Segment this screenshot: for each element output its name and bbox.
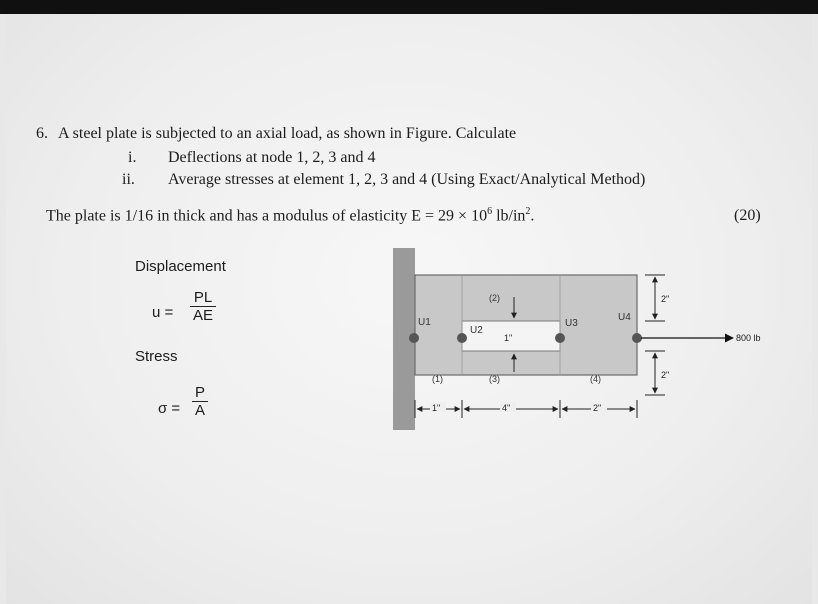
stress-lhs: σ = [158,400,181,417]
bottom-dim-label: 2" [661,370,670,380]
node-label-3: U3 [565,318,578,329]
element-label-3: (3) [489,374,500,384]
given-exp: 6 [487,206,493,217]
length-label-1: 1" [432,403,441,413]
node-label-4: U4 [618,312,631,323]
question-item-2-text: Average stresses at element 1, 2, 3 and 4 (Using Exact/Analytical Method) [168,171,646,188]
node-label-2: U2 [470,325,483,336]
length-label-2: 4" [502,403,511,413]
length-label-3: 2" [593,403,602,413]
node-1 [409,333,419,343]
given-unit: lb/in [492,207,526,225]
displacement-numerator: PL [190,289,216,307]
load-label: 800 lb [736,333,761,343]
element-label-1: (1) [432,374,443,384]
stress-title: Stress [135,348,178,365]
question-intro: A steel plate is subjected to an axial load, as shown in Figure. Calculate [58,125,517,142]
question-item-2-marker: ii. [122,171,135,188]
displacement-lhs: u = [152,304,174,321]
marks: (20) [734,207,761,224]
question-number: 6. [36,125,48,142]
question-item-1-marker: i. [128,149,137,166]
given-end: . [530,207,535,225]
node-label-1: U1 [418,317,431,328]
stress-denominator: A [195,402,206,419]
node-4 [632,333,642,343]
node-3 [555,333,565,343]
given-unit-exp: 2 [525,206,531,217]
top-dim-label: 2" [661,294,670,304]
given-prefix: The plate is 1/16 in thick and has a modulus of elasticity E = 29 × 10 [46,207,488,225]
hole-height-label: 1" [504,333,513,343]
node-2 [457,333,467,343]
displacement-title: Displacement [135,258,226,275]
question-item-1-text: Deflections at node 1, 2, 3 and 4 [168,149,376,166]
element-label-2: (2) [489,293,500,303]
stress-numerator: P [192,384,208,402]
displacement-denominator: AE [193,307,214,324]
element-label-4: (4) [590,374,601,384]
